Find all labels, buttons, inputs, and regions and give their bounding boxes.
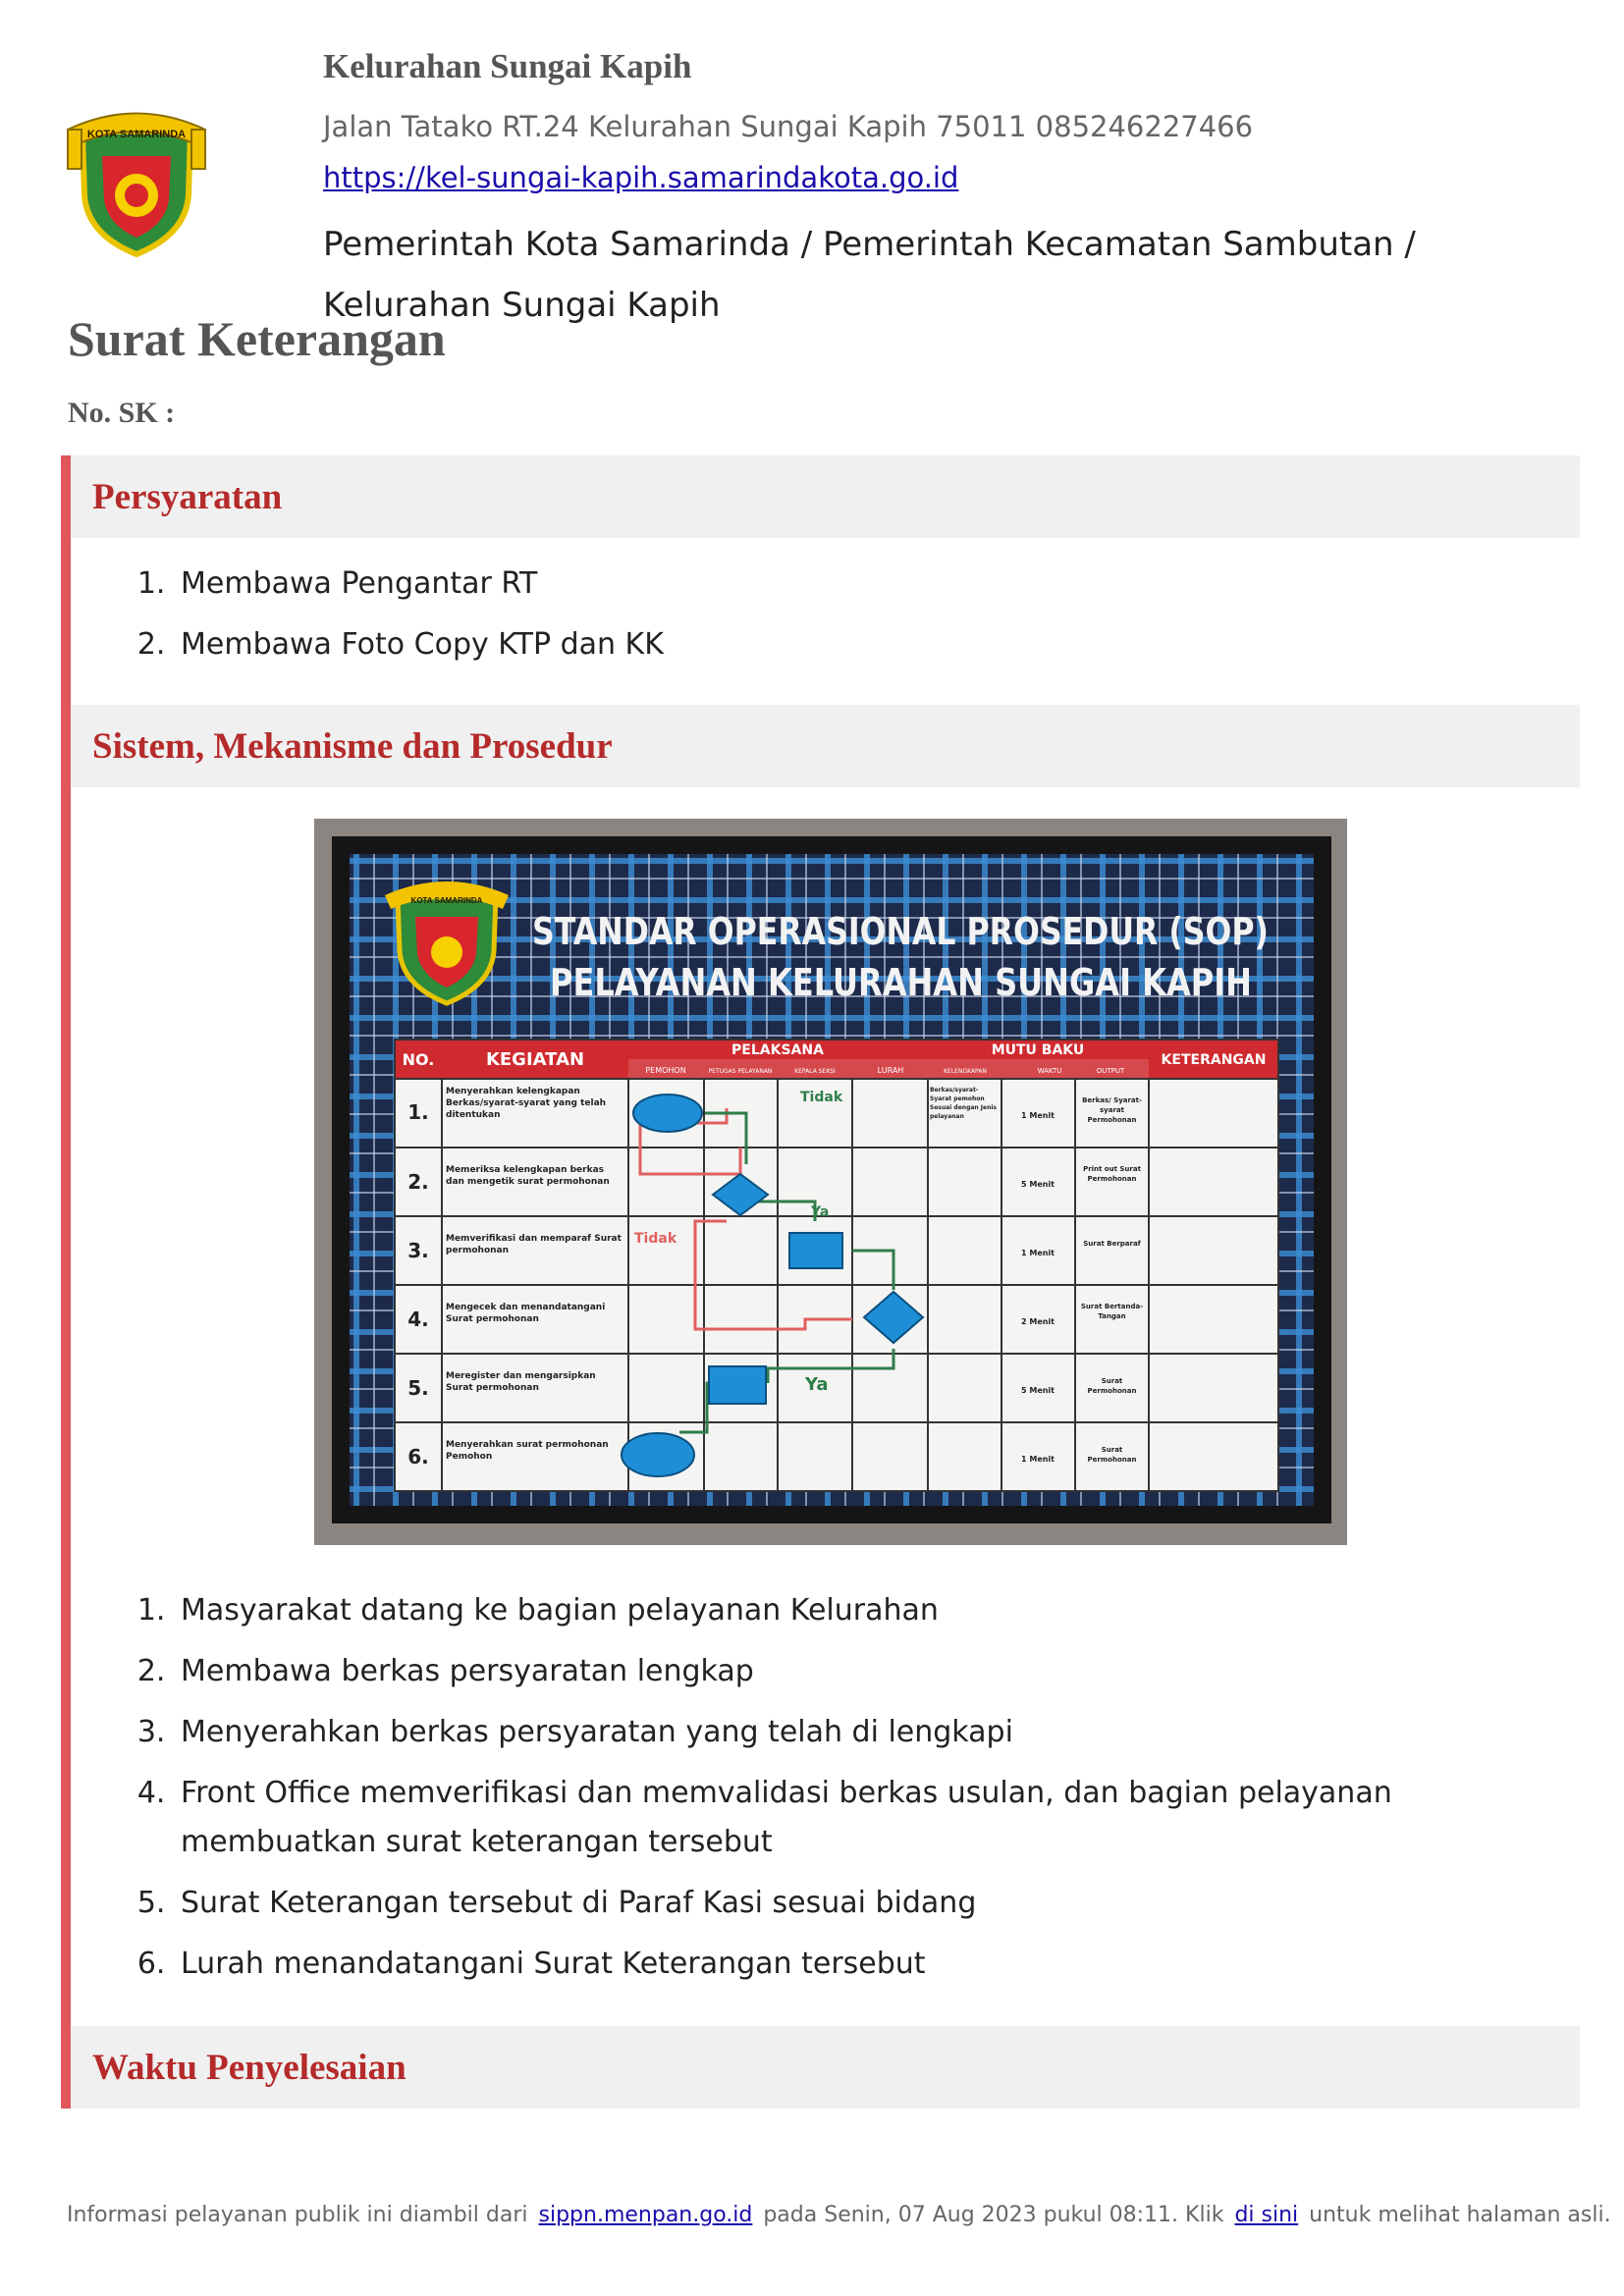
sop-row-6-no: 6.	[407, 1445, 429, 1468]
sop-title-line-2: PELAYANAN KELURAHAN SUNGAI KAPIH	[550, 961, 1252, 1004]
section-title-completion-time: Waktu Penyelesaian	[92, 2047, 406, 2088]
list-item: 5. Surat Keterangan tersebut di Paraf Kasi sesuai bidang	[175, 1879, 1560, 1928]
sop-row-4-time: 2 Menit	[1021, 1317, 1055, 1326]
sop-row-4-no: 4.	[407, 1308, 429, 1331]
list-item: 6. Lurah menandatangani Surat Keterangan tersebut	[175, 1940, 1560, 1989]
sop-row-3-activity: Memverifikasi dan memparaf Surat permohonan	[446, 1234, 622, 1255]
list-item: 2. Membawa Foto Copy KTP dan KK	[175, 620, 1580, 669]
sop-sub-applicant: PEMOHON	[645, 1066, 686, 1075]
sop-row-3-time: 1 Menit	[1021, 1249, 1055, 1257]
footer-text-after: untuk melihat halaman asli.	[1309, 2203, 1611, 2227]
list-item: 3. Menyerahkan berkas persyaratan yang telah di lengkapi	[175, 1708, 1560, 1757]
sop-row-1-activity: Menyerahkan kelengkapan Berkas/syarat-syarat yang telah ditentukan	[446, 1087, 607, 1120]
sop-row-2-activity: Memeriksa kelengkapan berkas dan mengetik surat permohonan	[446, 1165, 610, 1187]
sop-col-no: NO.	[402, 1050, 435, 1069]
sop-row-6-time: 1 Menit	[1021, 1455, 1055, 1464]
sop-row-1-no: 1.	[407, 1100, 429, 1124]
sop-col-activity: KEGIATAN	[485, 1049, 585, 1070]
footer-source-link[interactable]: sippn.menpan.go.id	[538, 2203, 753, 2227]
sop-row-5-time: 5 Menit	[1021, 1386, 1055, 1395]
sop-row-2-no: 2.	[407, 1170, 429, 1194]
sop-col-notes: KETERANGAN	[1161, 1052, 1267, 1068]
sop-sub-requirements: KELENGKAPAN	[944, 1068, 987, 1075]
sop-sub-output: OUTPUT	[1096, 1067, 1125, 1075]
footer-original-page-link[interactable]: di sini	[1234, 2203, 1299, 2227]
requirements-list	[71, 538, 1580, 705]
list-item: 1. Membawa Pengantar RT	[175, 560, 1580, 609]
section-title-procedure: Sistem, Mekanisme dan Prosedur	[92, 725, 613, 767]
sop-row-1-time: 1 Menit	[1021, 1111, 1055, 1120]
procedure-list	[71, 1545, 1580, 2026]
organization-address: Jalan Tatako RT.24 Kelurahan Sungai Kapih 75011 085246227466	[323, 110, 1254, 143]
sop-row-6-activity: Menyerahkan surat permohonan Pemohon	[446, 1440, 609, 1462]
sop-row-2-output: Print out Surat Permohonan	[1083, 1165, 1141, 1183]
sop-col-executor: PELAKSANA	[731, 1042, 824, 1058]
sop-sub-time: WAKTU	[1037, 1067, 1062, 1075]
section-header-procedure	[71, 705, 1580, 787]
sop-label-no-2: Tidak	[634, 1231, 677, 1247]
sop-sub-lurah: LURAH	[877, 1066, 904, 1075]
sop-row-5-output: Surat Permohonan	[1087, 1377, 1137, 1395]
sop-row-1-requirements: Berkas/syarat-Syarat pemohon Sesuai dengan Jenis pelayanan	[930, 1087, 997, 1120]
sop-figure	[71, 787, 1580, 1545]
sop-row-2-time: 5 Menit	[1021, 1180, 1055, 1189]
section-header-completion-time	[71, 2026, 1580, 2109]
sop-row-5-activity: Meregister dan mengarsipkan Surat permohonan	[446, 1371, 596, 1393]
footer	[67, 2203, 1611, 2227]
sop-row-5-no: 5.	[407, 1376, 429, 1400]
sop-label-yes-1: Ya	[811, 1204, 830, 1220]
sop-row-3-output: Surat Berparaf	[1083, 1240, 1141, 1248]
sop-table	[395, 1040, 1278, 1491]
list-item: 4. Front Office memverifikasi dan memvalidasi berkas usulan, dan bagian pelayanan membuatkan surat keterangan tersebut	[175, 1769, 1560, 1867]
sop-sub-section-head: KEPALA SEKSI	[794, 1068, 836, 1075]
sop-row-1-output: Berkas/ Syarat-syarat Permohonan	[1082, 1096, 1142, 1124]
section-title-requirements: Persyaratan	[92, 476, 283, 517]
logo-text: KOTA SAMARINDA	[86, 129, 187, 140]
sop-row-4-output: Surat Bertanda-Tangan	[1080, 1303, 1144, 1320]
footer-text-middle: pada Senin, 07 Aug 2023 pukul 08:11. Klik	[763, 2203, 1224, 2227]
sop-label-no-1: Tidak	[800, 1090, 843, 1105]
kota-samarinda-logo	[63, 102, 210, 259]
sop-col-quality: MUTU BAKU	[991, 1042, 1085, 1058]
sop-row-6-output: Surat Permohonan	[1087, 1446, 1137, 1464]
sop-title-line-1: STANDAR OPERASIONAL PROSEDUR (SOP)	[532, 910, 1269, 953]
sop-row-3-no: 3.	[407, 1239, 429, 1262]
list-item: 2. Membawa berkas persyaratan lengkap	[175, 1647, 1560, 1696]
footer-text-before: Informasi pelayanan publik ini diambil dari	[67, 2203, 528, 2227]
page-title: Surat Keterangan	[68, 311, 446, 366]
organization-website-link[interactable]: https://kel-sungai-kapih.samarindakota.go.id	[323, 161, 959, 194]
sop-board-image	[314, 819, 1347, 1545]
sop-row-4-activity: Mengecek dan menandatangani Surat permohonan	[446, 1303, 606, 1324]
content-panel	[61, 455, 1580, 2109]
list-item: 1. Masyarakat datang ke bagian pelayanan Kelurahan	[175, 1586, 1560, 1635]
organization-hierarchy: Pemerintah Kota Samarinda / Pemerintah Kecamatan Sambutan / Kelurahan Sungai Kapih	[323, 225, 1416, 325]
organization-name: Kelurahan Sungai Kapih	[323, 47, 692, 85]
sop-logo-text: KOTA SAMARINDA	[410, 896, 483, 905]
sop-sub-officer: PETUGAS PELAYANAN	[708, 1068, 773, 1075]
sop-label-yes-2: Ya	[805, 1374, 829, 1395]
document-number-label: No. SK :	[68, 397, 176, 429]
section-header-requirements	[71, 455, 1580, 538]
